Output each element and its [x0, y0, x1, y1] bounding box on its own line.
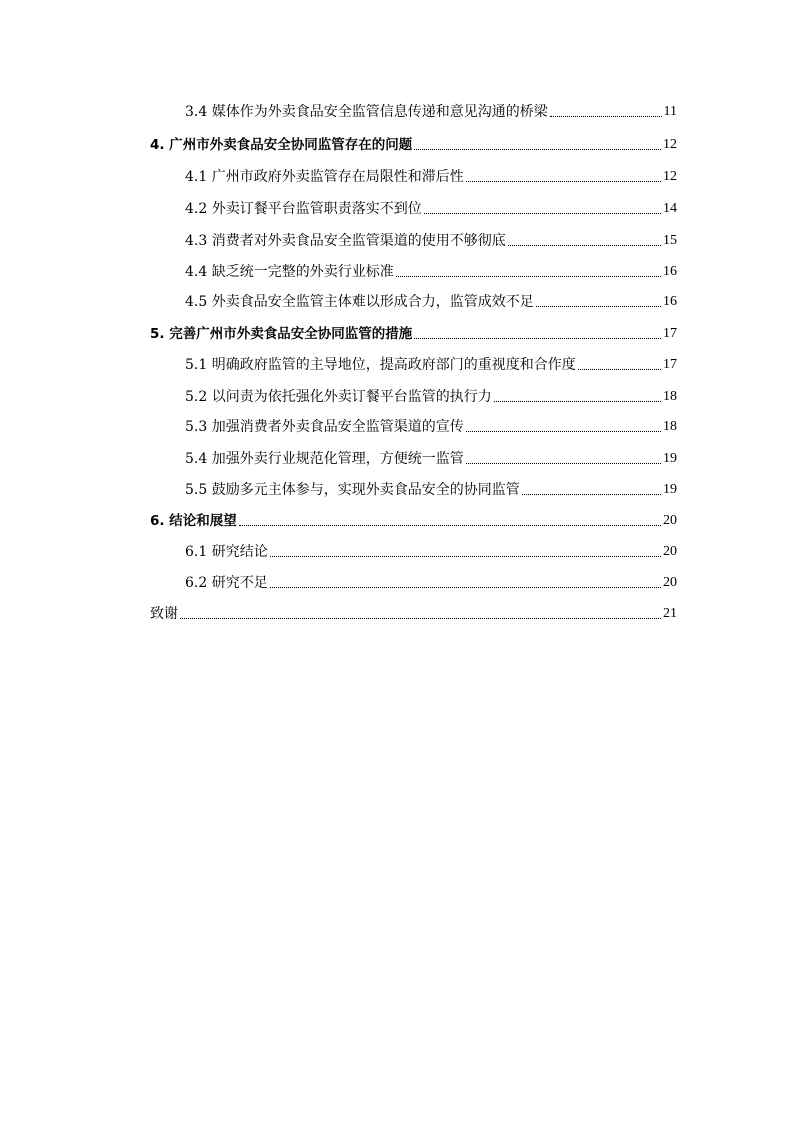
- toc-entry-title: 5. 完善广州市外卖食品安全协同监管的措施: [150, 326, 413, 342]
- toc-entry-title: 5.3 加强消费者外卖食品安全监管渠道的宣传: [185, 419, 464, 435]
- toc-entry-title: 4.1 广州市政府外卖监管存在局限性和滞后性: [185, 169, 464, 185]
- toc-page-number: 18: [663, 389, 677, 404]
- toc-page-number: 18: [663, 419, 677, 434]
- toc-page-number: 11: [663, 104, 677, 119]
- toc-entry-4-3[interactable]: [185, 228, 677, 250]
- toc-leader-dots: [522, 494, 661, 495]
- toc-entry-title: 5.1 明确政府监管的主导地位，提高政府部门的重视度和合作度: [185, 357, 576, 373]
- toc-leader-dots: [396, 276, 661, 277]
- toc-page-number: 20: [663, 575, 677, 590]
- toc-entry-title: 4.4 缺乏统一完整的外卖行业标准: [185, 264, 394, 280]
- toc-entry-4-4[interactable]: [185, 259, 677, 281]
- toc-page-number: 20: [663, 544, 677, 559]
- toc-page-number: 21: [663, 606, 677, 621]
- toc-entry-title: 6.1 研究结论: [185, 544, 268, 560]
- toc-page-number: 12: [663, 169, 677, 184]
- toc-leader-dots: [494, 401, 661, 402]
- toc-page-number: 17: [663, 326, 677, 341]
- toc-page-number: 16: [663, 264, 677, 279]
- toc-entry-title: 5.2 以问责为依托强化外卖订餐平台监管的执行力: [185, 389, 492, 405]
- toc-leader-dots: [270, 587, 661, 588]
- toc-leader-dots: [239, 525, 661, 526]
- toc-entry-title: 4.2 外卖订餐平台监管职责落实不到位: [185, 201, 422, 217]
- toc-leader-dots: [508, 245, 661, 246]
- toc-entry-5-2[interactable]: [185, 384, 677, 406]
- toc-entry-title: 4. 广州市外卖食品安全协同监管存在的问题: [150, 137, 413, 153]
- toc-entry-6-2[interactable]: [185, 570, 677, 592]
- toc-page-number: 19: [663, 482, 677, 497]
- toc-entry-title: 6. 结论和展望: [150, 513, 237, 529]
- toc-page-number: 14: [663, 201, 677, 216]
- toc-entry-6-1[interactable]: [185, 539, 677, 561]
- toc-page-number: 19: [663, 451, 677, 466]
- toc-leader-dots: [414, 149, 661, 150]
- toc-entry-title: 致谢: [150, 606, 178, 622]
- toc-entry-5-4[interactable]: [185, 446, 677, 468]
- toc-entry-title: 4.3 消费者对外卖食品安全监管渠道的使用不够彻底: [185, 233, 506, 249]
- toc-leader-dots: [578, 369, 661, 370]
- toc-entry-6[interactable]: [150, 508, 677, 530]
- toc-leader-dots: [414, 338, 661, 339]
- toc-entry-title: 5.5 鼓励多元主体参与，实现外卖食品安全的协同监管: [185, 482, 520, 498]
- toc-entry-5[interactable]: [150, 321, 677, 343]
- toc-entry-title: 6.2 研究不足: [185, 575, 268, 591]
- toc-entry-title: 5.4 加强外卖行业规范化管理，方便统一监管: [185, 451, 464, 467]
- toc-leader-dots: [466, 463, 661, 464]
- toc-entry-4-2[interactable]: [185, 196, 677, 218]
- toc-entry-5-5[interactable]: [185, 477, 677, 499]
- toc-entry-4-1[interactable]: [185, 164, 677, 186]
- toc-page-number: 12: [663, 137, 677, 152]
- toc-entry-5-3[interactable]: [185, 414, 677, 436]
- toc-page-number: 15: [663, 233, 677, 248]
- toc-entry-acknowledgements[interactable]: [150, 601, 677, 623]
- toc-leader-dots: [180, 618, 661, 619]
- toc-leader-dots: [550, 116, 662, 117]
- toc-leader-dots: [466, 431, 661, 432]
- toc-leader-dots: [466, 181, 661, 182]
- toc-leader-dots: [270, 556, 661, 557]
- toc-leader-dots: [424, 213, 661, 214]
- toc-entry-3-4[interactable]: [185, 99, 677, 121]
- toc-page-number: 17: [663, 357, 677, 372]
- toc-entry-4-5[interactable]: [185, 289, 677, 311]
- toc-entry-5-1[interactable]: [185, 352, 677, 374]
- toc-entry-title: 3.4 媒体作为外卖食品安全监管信息传递和意见沟通的桥梁: [185, 104, 548, 120]
- toc-entry-4[interactable]: [150, 132, 677, 154]
- toc-page-number: 20: [663, 513, 677, 528]
- toc-page-number: 16: [663, 294, 677, 309]
- toc-leader-dots: [536, 306, 661, 307]
- toc-entry-title: 4.5 外卖食品安全监管主体难以形成合力，监管成效不足: [185, 294, 534, 310]
